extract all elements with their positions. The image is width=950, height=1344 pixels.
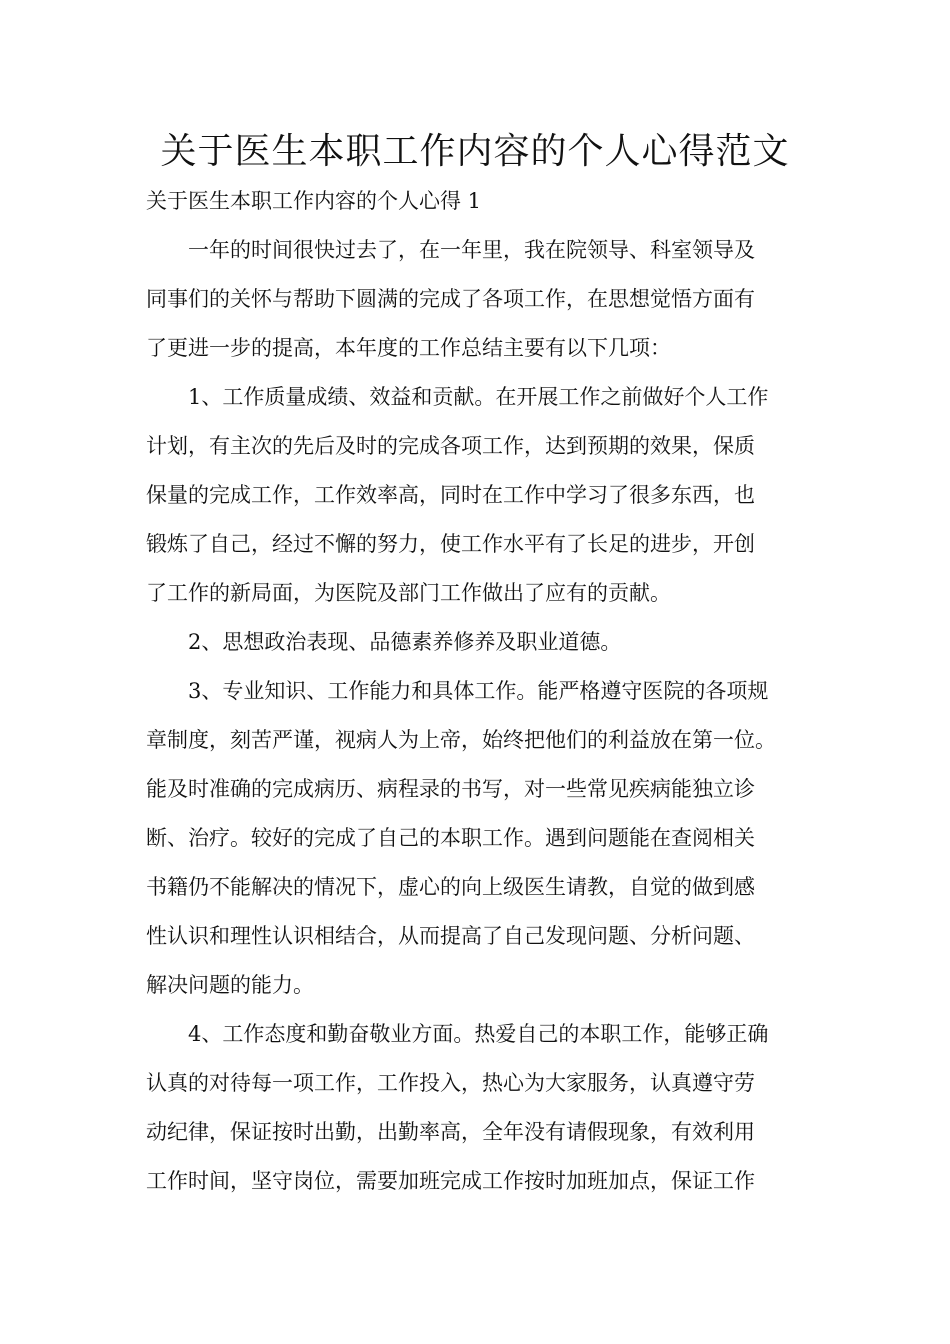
paragraph-line: 1、工作质量成绩、效益和贡献。在开展工作之前做好个人工作 (188, 385, 769, 409)
paragraph-line: 一年的时间很快过去了，在一年里，我在院领导、科室领导及 (188, 238, 755, 262)
paragraph-line: 3、专业知识、工作能力和具体工作。能严格遵守医院的各项规 (188, 679, 769, 703)
paragraph-line: 了更进一步的提高，本年度的工作总结主要有以下几项： (146, 336, 671, 360)
paragraph-intro (146, 226, 814, 373)
document-subtitle: 关于医生本职工作内容的个人心得 1 (146, 189, 482, 213)
paragraph-line: 认真的对待每一项工作，工作投入，热心为大家服务，认真遵守劳 (146, 1071, 755, 1095)
paragraph-line: 章制度，刻苦严谨，视病人为上帝，始终把他们的利益放在第一位。 (146, 728, 776, 752)
paragraph-item-3 (146, 667, 814, 1010)
document-title: 关于医生本职工作内容的个人心得范文 (160, 131, 790, 172)
paragraph-line: 动纪律，保证按时出勤，出勤率高，全年没有请假现象，有效利用 (146, 1120, 755, 1144)
paragraph-line: 断、治疗。较好的完成了自己的本职工作。遇到问题能在查阅相关 (146, 826, 755, 850)
paragraph-line: 性认识和理性认识相结合，从而提高了自己发现问题、分析问题、 (146, 924, 755, 948)
paragraph-line: 保量的完成工作，工作效率高，同时在工作中学习了很多东西，也 (146, 483, 755, 507)
paragraph-line: 工作时间，坚守岗位，需要加班完成工作按时加班加点，保证工作 (146, 1169, 755, 1193)
paragraph-line: 了工作的新局面，为医院及部门工作做出了应有的贡献。 (146, 581, 671, 605)
paragraph-line: 解决问题的能力。 (146, 973, 314, 997)
document-body (146, 226, 814, 1206)
paragraph-item-2 (146, 618, 814, 667)
paragraph-line: 能及时准确的完成病历、病程录的书写，对一些常见疾病能独立诊 (146, 777, 755, 801)
paragraph-item-1 (146, 373, 814, 618)
paragraph-item-4 (146, 1010, 814, 1206)
paragraph-line: 2、思想政治表现、品德素养修养及职业道德。 (188, 630, 622, 654)
paragraph-line: 4、工作态度和勤奋敬业方面。热爱自己的本职工作，能够正确 (188, 1022, 769, 1046)
paragraph-line: 锻炼了自己，经过不懈的努力，使工作水平有了长足的进步，开创 (146, 532, 755, 556)
paragraph-line: 计划，有主次的先后及时的完成各项工作，达到预期的效果，保质 (146, 434, 755, 458)
paragraph-line: 书籍仍不能解决的情况下，虚心的向上级医生请教，自觉的做到感 (146, 875, 755, 899)
paragraph-line: 同事们的关怀与帮助下圆满的完成了各项工作，在思想觉悟方面有 (146, 287, 755, 311)
